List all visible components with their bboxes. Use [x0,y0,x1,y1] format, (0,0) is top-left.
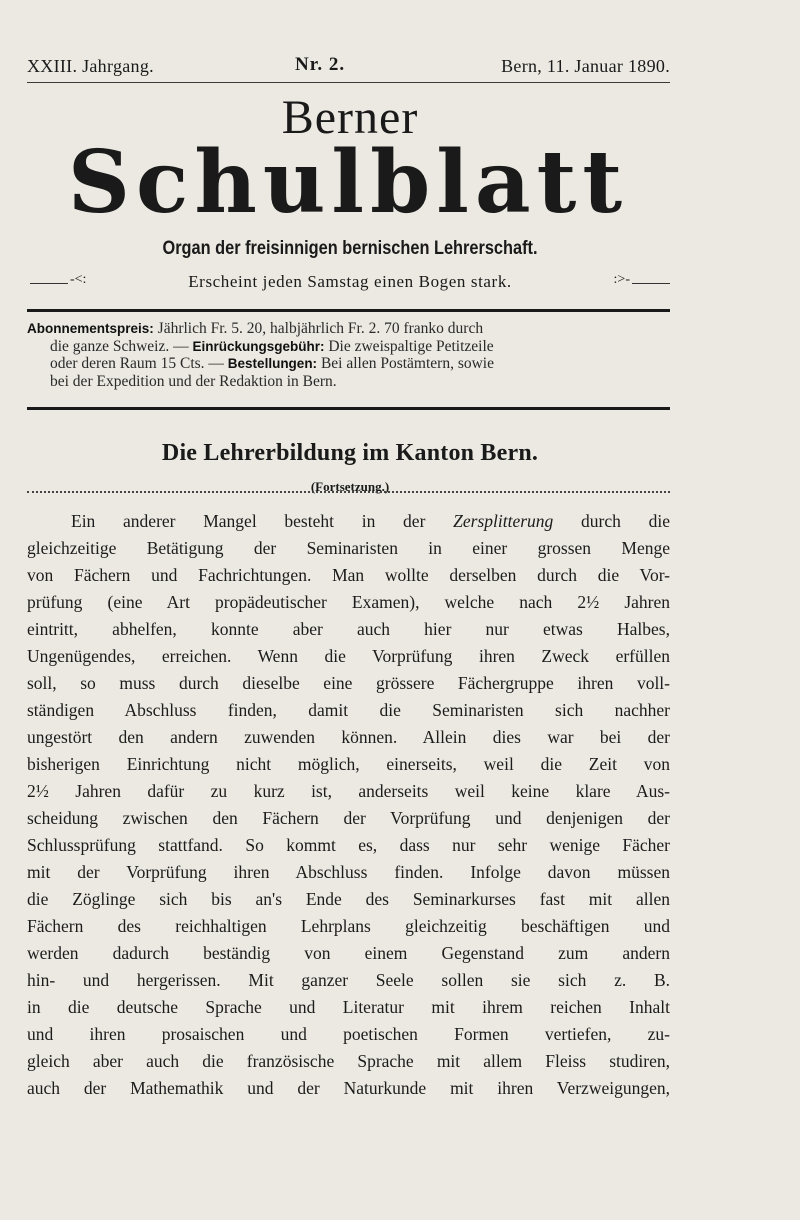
text-line: die Zöglinge sich bis an's Ende des Seminarkurses fast mit allen [27,889,670,909]
subscription-line [27,355,670,373]
ornament-right-icon: :>- [613,272,630,287]
ornament-line-right [632,283,670,284]
masthead-subtitle: Organ der freisinnigen bernischen Lehrerschaft. [162,238,538,259]
insertion-fee-label: Einrückungsgebühr: [192,338,325,354]
issue-header [27,56,670,84]
subscription-line [27,320,670,338]
article-title: Die Lehrerbildung im Kanton Bern. [161,440,539,466]
subscription-text: die ganze Schweiz. — [50,337,193,355]
subscription-info [27,320,670,390]
insertion-fee-price: oder deren Raum 15 Cts. — [50,355,228,372]
article-subtitle: (Fortsetzung.) [310,479,390,494]
issue-number: Nr. 2. [295,54,346,75]
orders-text-end: bei der Expedition und der Redaktion in Bern. [50,372,337,390]
text-line: von Fächern und Fachrichtungen. Man wollte derselben durch die Vor- [27,565,670,585]
insertion-fee-text: Die zweispaltige Petitzeile [324,337,494,355]
issue-date: Bern, 11. Januar 1890. [501,56,670,76]
text-line: ungestört den andern zuwenden können. Allein dies war bei der [27,727,670,747]
subscription-line [27,338,670,356]
subscription-rule-top [27,309,670,312]
text-line: in die deutsche Sprache und Literatur mit ihrem reichen Inhalt [27,997,670,1017]
text-line: Ein anderer Mangel besteht in der Zersplitterung durch die [71,511,670,531]
subscription-line [27,373,670,391]
text-line: eintritt, abhelfen, konnte aber auch hier nur etwas Halbes, [27,619,670,639]
text-line: und ihren prosaischen und poetischen Formen vertiefen, zu- [27,1024,670,1044]
text-line: auch der Mathemathik und der Naturkunde mit ihren Verzweigungen, [27,1078,670,1098]
text-line: hin- und hergerissen. Mit ganzer Seele sollen sie sich z. B. [27,970,670,990]
text-line: Ungenügendes, erreichen. Wenn die Vorprüfung ihren Zweck erfüllen [27,646,670,666]
publication-frequency: Erscheint jeden Samstag einen Bogen stark. [188,272,512,291]
volume-label: XXIII. Jahrgang. [27,56,154,76]
orders-text: Bei allen Postämtern, sowie [317,355,494,372]
text-line: gleich aber auch die französische Sprache mit allem Fleiss studiren, [27,1051,670,1071]
subscription-price: Jährlich Fr. 5. 20, halbjährlich Fr. 2. 70 franko durch [153,320,484,337]
text-line: Schlussprüfung stattfand. So kommt es, dass nur sehr wenige Fächer [27,835,670,855]
ornament-left-icon: -<: [70,272,87,287]
subscription-rule-bottom [27,407,670,410]
text-line: gleichzeitige Betätigung der Seminaristen in einer grossen Menge [27,538,670,558]
article-divider [27,491,670,493]
text-line: prüfung (eine Art propädeutischer Examen), welche nach 2½ Jahren [27,592,670,612]
header-rule [27,82,670,83]
text-line: mit der Vorprüfung ihren Abschluss finden. Infolge davon müssen [27,862,670,882]
masthead-title: Schulblatt [67,132,629,233]
text-line: 2½ Jahren dafür zu kurz ist, anderseits weil keine klare Aus- [27,781,670,801]
article-body [27,508,670,1102]
text-line: ständigen Abschluss finden, damit die Seminaristen sich nachher [27,700,670,720]
masthead-berner: Berner [281,91,419,144]
publication-frequency-row [30,272,670,294]
text-line: Fächern des reichhaltigen Lehrplans gleichzeitig beschäftigen und [27,916,670,936]
text-line: bisherigen Einrichtung nicht möglich, einerseits, weil die Zeit von [27,754,670,774]
text-line: werden dadurch beständig von einem Gegenstand zum andern [27,943,670,963]
text-line: soll, so muss durch dieselbe eine grössere Fächergruppe ihren voll- [27,673,670,693]
orders-label: Bestellungen: [227,356,318,371]
text-line: scheidung zwischen den Fächern der Vorprüfung und denjenigen der [27,808,670,828]
subscription-label: Abonnementspreis: [27,321,154,336]
emphasis: Zersplitterung [453,511,554,531]
